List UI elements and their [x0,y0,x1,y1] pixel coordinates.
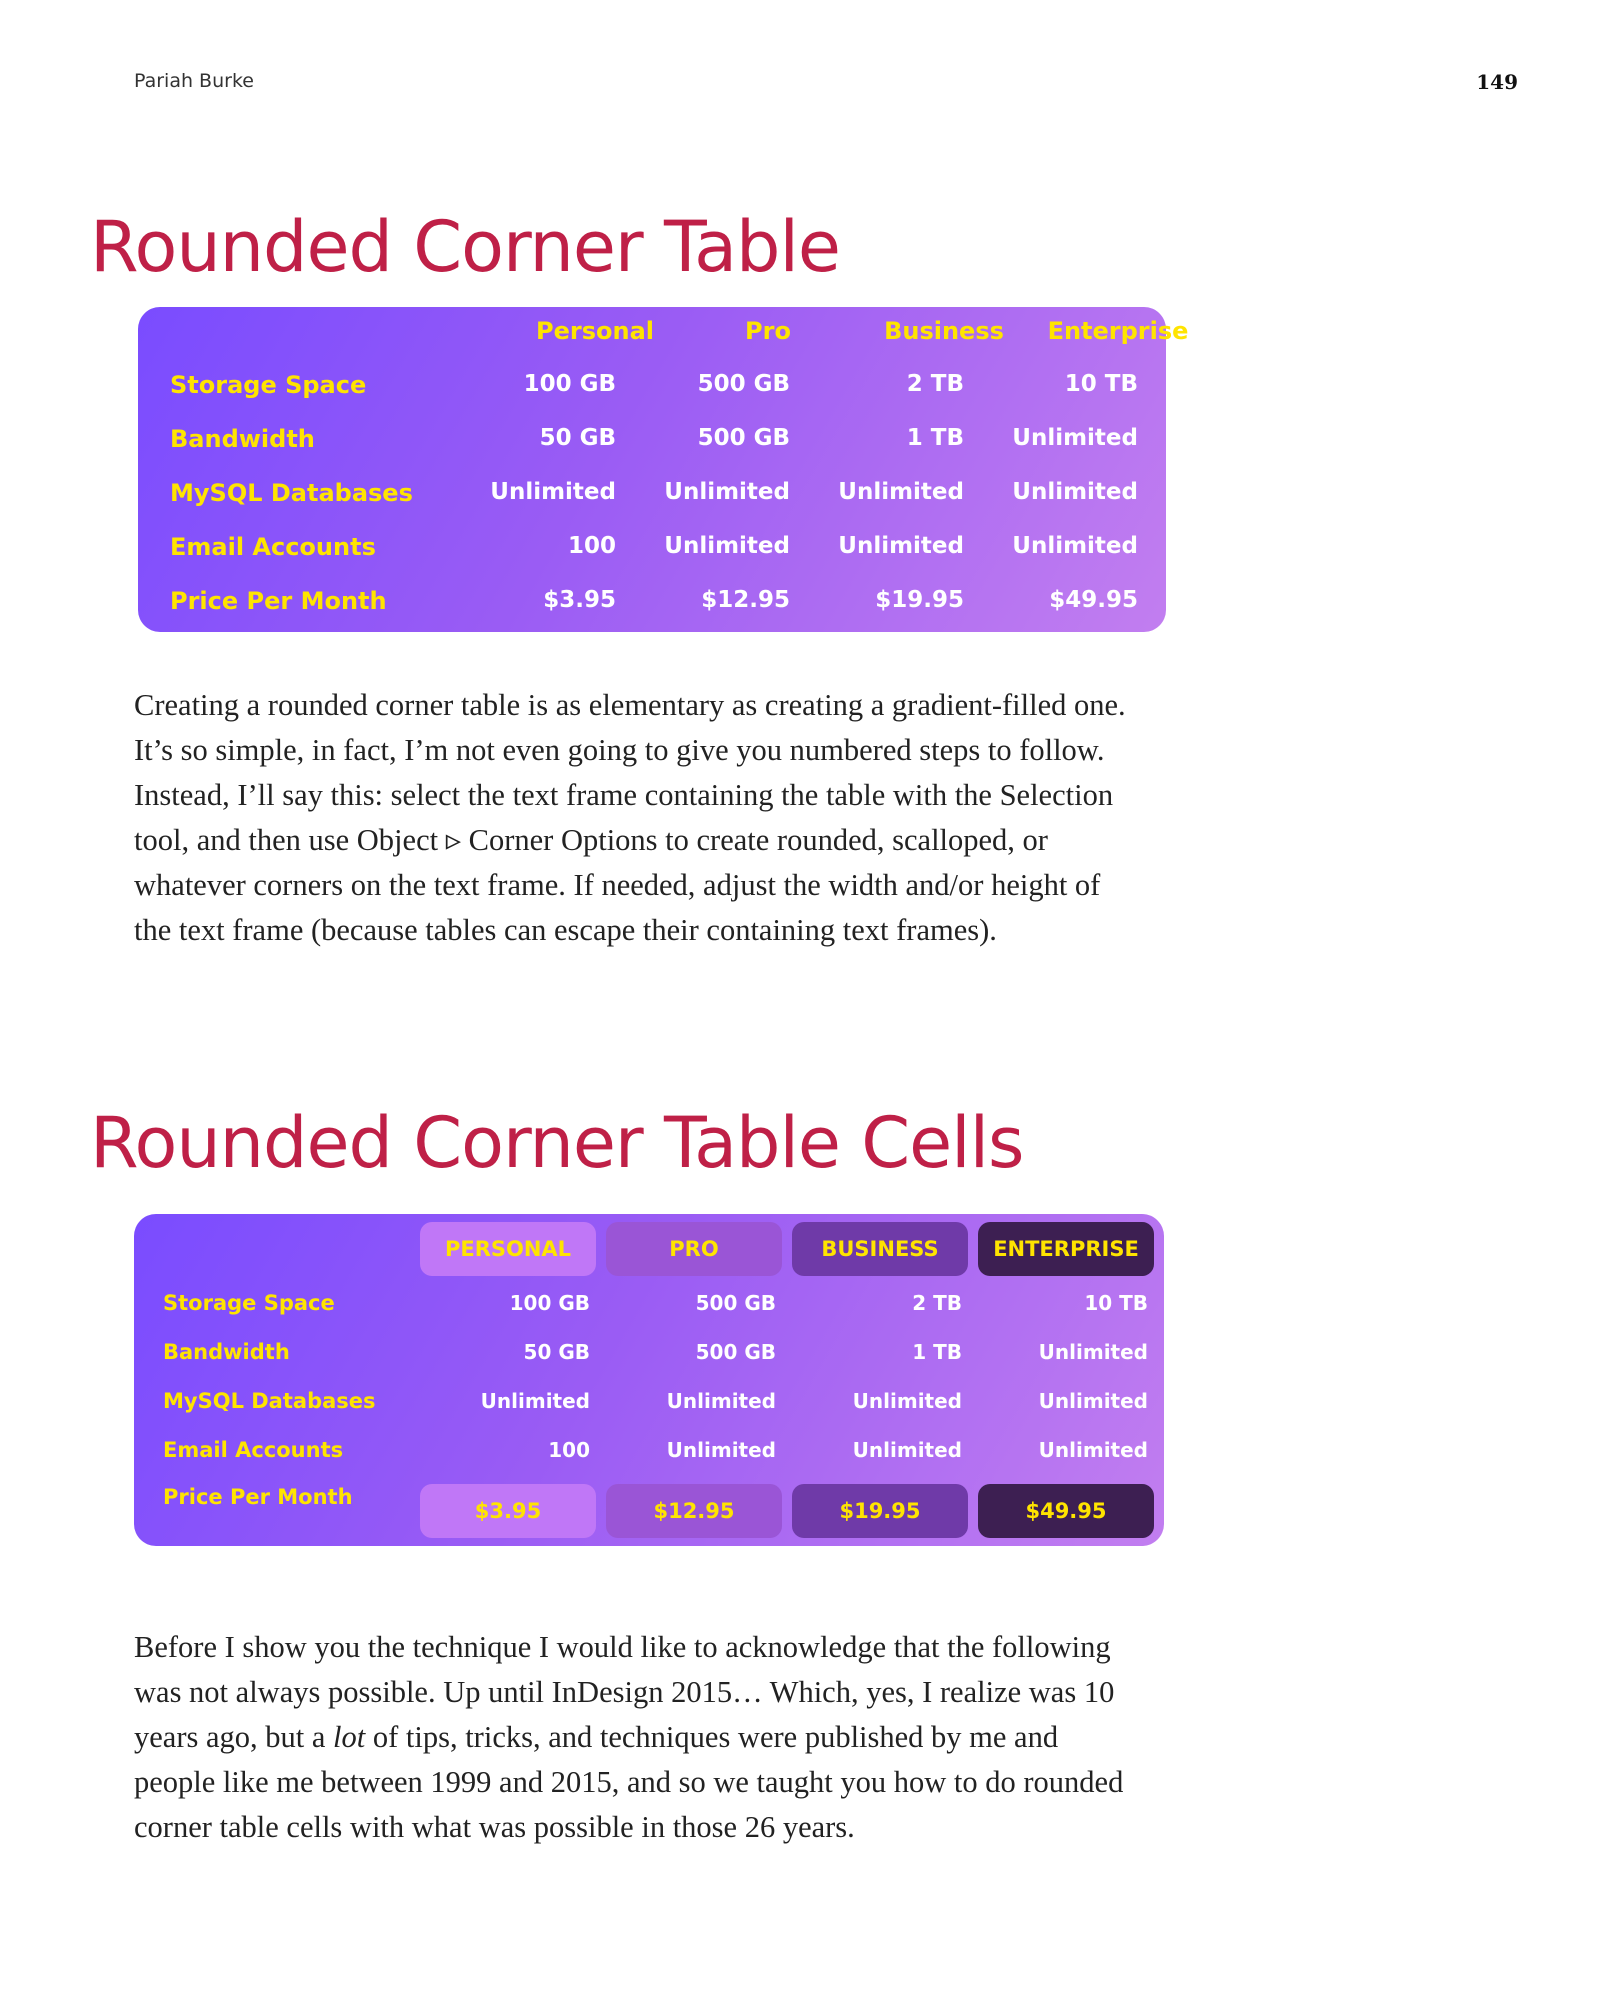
running-head: Pariah Burke [134,70,254,92]
table1-cell: 500 GB [697,425,790,451]
table2-cell: Unlimited [1038,1438,1148,1462]
table2-cell: 100 GB [509,1291,590,1315]
table1-cell: Unlimited [1012,479,1138,505]
table2-price-enterprise: $49.95 [978,1484,1154,1538]
table1-cell: Unlimited [838,533,964,559]
table2-header-personal: PERSONAL [420,1222,596,1276]
table2-cell: 100 [548,1438,590,1462]
table2-cell: 500 GB [695,1340,776,1364]
table1-cell: Unlimited [838,479,964,505]
table2-cell: 2 TB [912,1291,962,1315]
table1-cell: Unlimited [664,533,790,559]
section-heading-rounded-corner-table: Rounded Corner Table [90,206,840,288]
table2-cell: 50 GB [523,1340,590,1364]
table1-cell: Unlimited [1012,533,1138,559]
table1-cell: 10 TB [1064,371,1138,397]
table1-cell: 500 GB [697,371,790,397]
table2-header-pro: PRO [606,1222,782,1276]
table2-price-pro: $12.95 [606,1484,782,1538]
table1-cell: Unlimited [1012,425,1138,451]
table1-row-label: MySQL Databases [170,479,413,507]
table1-header-business: Business [884,317,1004,345]
table2-cell: Unlimited [666,1389,776,1413]
emphasis-text: lot [333,1720,366,1754]
table2-cell: 1 TB [912,1340,962,1364]
paragraph-text: of tips, tricks, and techniques were published by me and people like me between 1999 and 2015, and so we taught you how to do rounded corner table cells with what was possible in those 26 years. [134,1720,1124,1844]
table1-cell: $49.95 [1049,587,1138,613]
table2-row-label: Bandwidth [163,1340,290,1364]
table2-row-label: MySQL Databases [163,1389,376,1413]
table2-header-business: BUSINESS [792,1222,968,1276]
table2-cell: Unlimited [480,1389,590,1413]
rounded-corner-table-cells [134,1214,1164,1546]
section-heading-rounded-corner-table-cells: Rounded Corner Table Cells [90,1102,1024,1184]
table1-cell: $19.95 [875,587,964,613]
table1-cell: 100 [567,533,616,559]
table1-header-pro: Pro [745,317,791,345]
table2-cell: Unlimited [1038,1389,1148,1413]
table2-cell: Unlimited [666,1438,776,1462]
table1-header-enterprise: Enterprise [1047,317,1189,345]
table1-cell: $12.95 [701,587,790,613]
table1-row-label: Email Accounts [170,533,376,561]
table2-row-label: Storage Space [163,1291,335,1315]
table1-cell: $3.95 [543,587,616,613]
table1-cell: 100 GB [523,371,616,397]
table2-header-enterprise: ENTERPRISE [978,1222,1154,1276]
body-paragraph [134,1625,1134,1850]
table1-cell: 50 GB [539,425,616,451]
table1-cell: 1 TB [906,425,964,451]
rounded-corner-table [138,307,1189,632]
table1-row-label: Price Per Month [170,587,387,615]
table2-cell: Unlimited [1038,1340,1148,1364]
table2-cell: 500 GB [695,1291,776,1315]
table1-row-label: Storage Space [170,371,367,399]
table2-cell: 10 TB [1084,1291,1148,1315]
paragraph-text: Before I show you the technique I would like to acknowledge that the following was not always possible. Up until InDesign 2015… Which, yes, I realize was 10 years ago, but a [134,1630,1115,1754]
page-number: 149 [1476,70,1518,94]
table2-cell: Unlimited [852,1438,962,1462]
table2-cell: Unlimited [852,1389,962,1413]
table1-cell: Unlimited [664,479,790,505]
body-paragraph: Creating a rounded corner table is as elementary as creating a gradient-filled one. It’s so simple, in fact, I’m not even going to give you numbered steps to follow. Instead, I’ll say this: select the text frame containing the table with the Selection tool, and then use Object ▹ Corner Options to create rounded, scalloped, or whatever corners on the text frame. If needed, adjust the width and/or height of the text frame (because tables can escape their containing text frames). [134,688,1126,947]
table2-row-label: Email Accounts [163,1438,344,1462]
table1-header-personal: Personal [536,317,654,345]
table2-price-personal: $3.95 [420,1484,596,1538]
table2-price-business: $19.95 [792,1484,968,1538]
table2-price-label: Price Per Month [163,1485,353,1509]
table1-row-label: Bandwidth [170,425,315,453]
table1-cell: 2 TB [906,371,964,397]
table1-cell: Unlimited [490,479,616,505]
